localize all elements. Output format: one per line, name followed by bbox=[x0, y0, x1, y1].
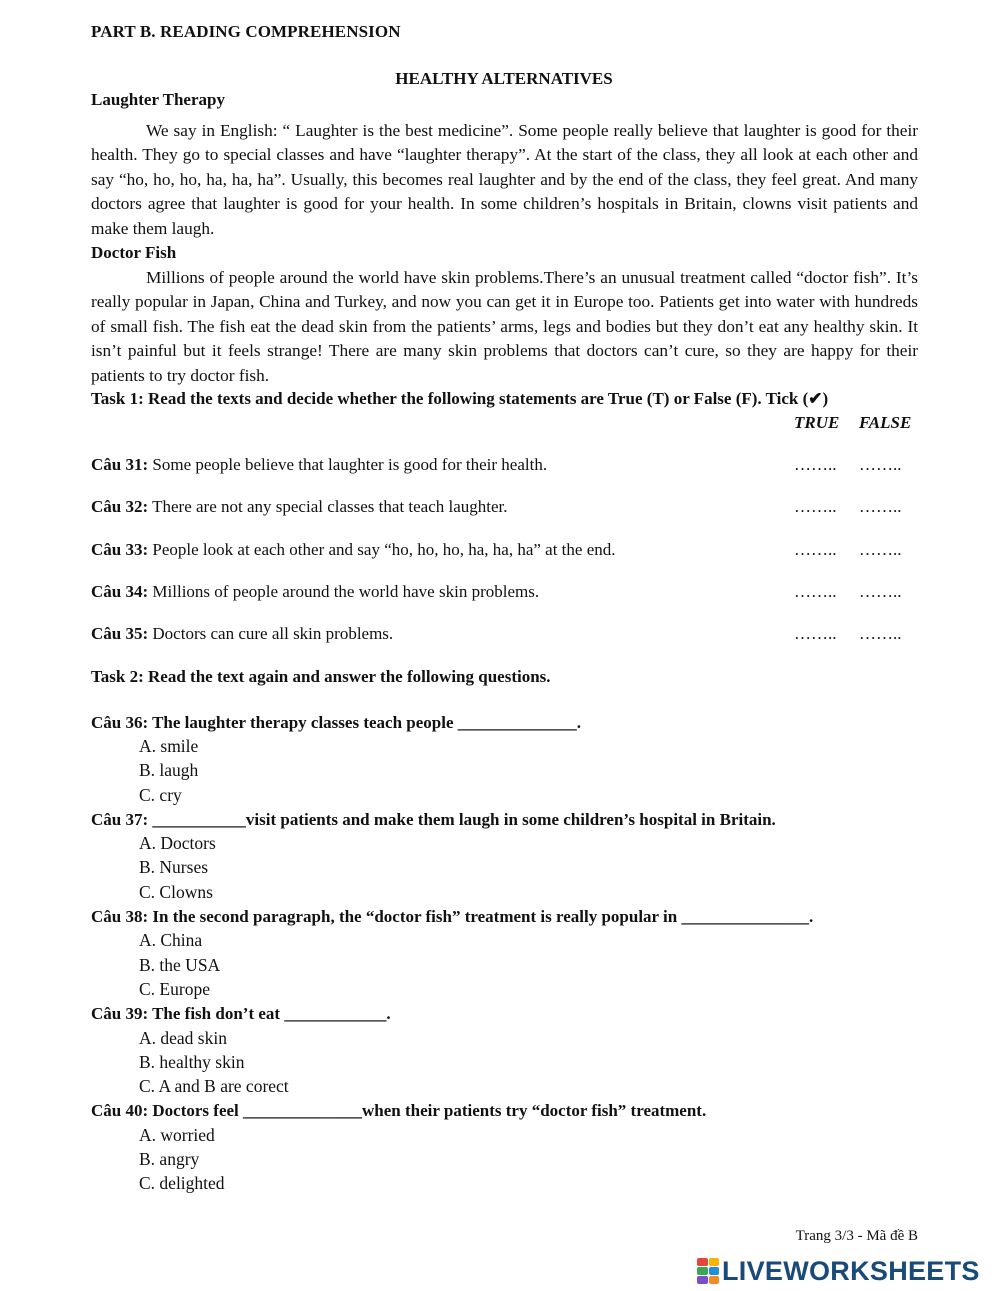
question-36: Câu 36: The laughter therapy classes teach people ______________. bbox=[91, 713, 582, 732]
statement-35-false-blank[interactable]: …….. bbox=[859, 624, 902, 643]
false-column-header: FALSE bbox=[859, 413, 912, 432]
statement-text: Some people believe that laughter is good for their health. bbox=[152, 455, 548, 474]
statement-number: Câu 33: bbox=[91, 540, 149, 559]
question-37-option-b[interactable]: B. Nurses bbox=[139, 857, 209, 877]
statement-35 bbox=[91, 624, 393, 644]
logo-block bbox=[709, 1258, 720, 1266]
liveworksheets-logo bbox=[697, 1256, 980, 1286]
question-39: Câu 39: The fish don’t eat ____________. bbox=[91, 1004, 391, 1023]
statement-32 bbox=[91, 497, 508, 517]
statement-32-false-blank[interactable]: …….. bbox=[859, 497, 902, 516]
question-37-option-c[interactable]: C. Clowns bbox=[139, 882, 213, 902]
true-column-header: TRUE bbox=[794, 413, 840, 432]
statement-31-false-blank[interactable]: …….. bbox=[859, 455, 902, 474]
task2-instruction: Task 2: Read the text again and answer the following questions. bbox=[91, 667, 551, 686]
statement-35-true-blank[interactable]: …….. bbox=[794, 624, 837, 643]
question-37: Câu 37: ___________visit patients and make them laugh in some children’s hospital in Britain. bbox=[91, 810, 776, 829]
question-40-option-a[interactable]: A. worried bbox=[139, 1125, 215, 1145]
statement-text: There are not any special classes that teach laughter. bbox=[152, 497, 508, 516]
passage-title: HEALTHY ALTERNATIVES bbox=[395, 69, 613, 88]
statement-32-true-blank[interactable]: …….. bbox=[794, 497, 837, 516]
page-footer: Trang 3/3 - Mã đề B bbox=[795, 1228, 918, 1244]
statement-number: Câu 31: bbox=[91, 455, 149, 474]
statement-31-true-blank[interactable]: …….. bbox=[794, 455, 837, 474]
question-38-option-c[interactable]: C. Europe bbox=[139, 979, 210, 999]
paragraph-line: don’t eat any healthy skin. It isn’t painful but it feels strange! There are many skin problems that doctors can’t bbox=[91, 316, 918, 361]
question-36-option-b[interactable]: B. laugh bbox=[139, 760, 199, 780]
section-title-doctor-fish: Doctor Fish bbox=[91, 243, 177, 262]
brand-logo-icon bbox=[697, 1258, 719, 1284]
logo-block bbox=[709, 1276, 720, 1284]
question-37-option-a[interactable]: A. Doctors bbox=[139, 833, 216, 853]
question-39-option-a[interactable]: A. dead skin bbox=[139, 1028, 227, 1048]
question-38: Câu 38: In the second paragraph, the “doctor fish” treatment is really popular in _______________. bbox=[91, 907, 814, 926]
logo-block bbox=[697, 1276, 708, 1284]
statement-number: Câu 32: bbox=[91, 497, 149, 516]
statement-number: Câu 35: bbox=[91, 624, 149, 643]
statement-33 bbox=[91, 540, 616, 560]
paragraph-line: their health. They go to special classes and have “laughter therapy”. At the start of the class, they all look at bbox=[91, 121, 918, 165]
paragraph-laughter-therapy bbox=[91, 119, 918, 241]
question-38-option-a[interactable]: A. China bbox=[139, 930, 203, 950]
statement-34-true-blank[interactable]: …….. bbox=[794, 582, 837, 601]
statement-33-false-blank[interactable]: …….. bbox=[859, 540, 902, 559]
statement-33-true-blank[interactable]: …….. bbox=[794, 540, 837, 559]
question-40-option-b[interactable]: B. angry bbox=[139, 1149, 200, 1169]
task1-instruction: Task 1: Read the texts and decide whether the following statements are True (T) or False (F). Tick (✔) bbox=[91, 389, 829, 408]
paragraph-line: Millions of people around the world have skin problems.There’s an unusual treatment called “doctor bbox=[146, 268, 849, 287]
statement-34-false-blank[interactable]: …….. bbox=[859, 582, 902, 601]
statement-text: Doctors can cure all skin problems. bbox=[152, 624, 394, 643]
paragraph-line: We say in English: “ Laughter is the best medicine”. Some people really believe that laughter is good for bbox=[146, 121, 882, 140]
statement-text: Millions of people around the world have skin problems. bbox=[152, 582, 540, 601]
question-40-option-c[interactable]: C. delighted bbox=[139, 1173, 225, 1193]
logo-block bbox=[709, 1267, 720, 1275]
paragraph-line: each other and say “ho, ho, ho, ha, ha, ha”. Usually, this becomes real laughter and by the end of the class, they bbox=[91, 145, 918, 189]
statement-number: Câu 34: bbox=[91, 582, 149, 601]
question-38-option-b[interactable]: B. the USA bbox=[139, 955, 221, 975]
question-36-option-a[interactable]: A. smile bbox=[139, 736, 199, 756]
section-title-laughter-therapy: Laughter Therapy bbox=[91, 90, 225, 109]
question-39-option-c[interactable]: C. A and B are corect bbox=[139, 1076, 289, 1096]
logo-block bbox=[697, 1267, 708, 1275]
paragraph-line: fish”. It’s really popular in Japan, China and Turkey, and now you can get it in Europe too. Patients get into bbox=[91, 268, 918, 312]
statement-34 bbox=[91, 582, 539, 602]
question-39-option-b[interactable]: B. healthy skin bbox=[139, 1052, 245, 1072]
statement-31 bbox=[91, 455, 547, 475]
paragraph-line: feel great. And many doctors agree that laughter is good for your health. In some children’s hospitals in Britain, bbox=[91, 169, 919, 214]
logo-block bbox=[697, 1258, 708, 1266]
question-40: Câu 40: Doctors feel ______________when their patients try “doctor fish” treatment. bbox=[91, 1101, 707, 1120]
part-title: PART B. READING COMPREHENSION bbox=[91, 22, 401, 41]
paragraph-line: cure, so they are happy for their patients to try doctor fish. bbox=[91, 341, 919, 385]
paragraph-line: clowns visit patients and make them laugh. bbox=[91, 194, 919, 238]
paragraph-doctor-fish bbox=[91, 266, 918, 388]
question-36-option-c[interactable]: C. cry bbox=[139, 785, 182, 805]
brand-name: LIVEWORKSHEETS bbox=[722, 1255, 980, 1286]
paragraph-line: water with hundreds of small fish. The fish eat the dead skin from the patients’ arms, legs and bodies but they bbox=[91, 292, 918, 336]
statement-text: People look at each other and say “ho, ho, ho, ha, ha, ha” at the end. bbox=[152, 540, 616, 559]
